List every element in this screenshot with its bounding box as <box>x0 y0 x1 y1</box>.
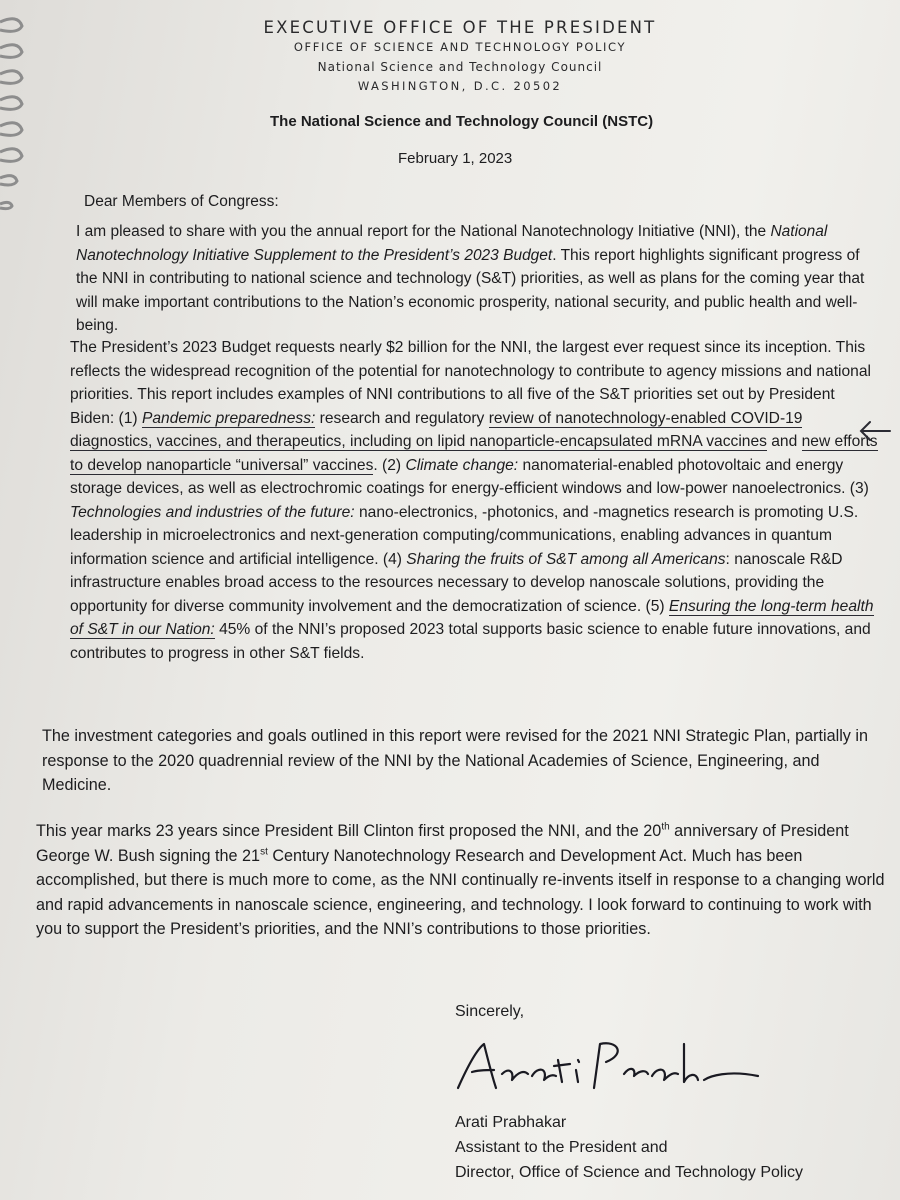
priority-3-title: Technologies and industries of the future: <box>70 503 355 521</box>
priority-1-title: Pandemic preparedness: <box>141 409 316 427</box>
priority-4-title: Sharing the fruits of S&T among all Americans <box>406 550 726 568</box>
signature-block <box>455 1110 803 1185</box>
paragraph-3: The investment categories and goals outlined in this report were revised for the 2021 NNI Strategic Plan, partially in response to the 2020 quadrennial review of the NNI by the National Academies of Science, Engineering, and Medicine. <box>42 727 868 794</box>
greeting: Dear Members of Congress: <box>84 193 279 210</box>
closing: Sincerely, <box>455 1003 525 1020</box>
signer-name: Arati Prabhakar <box>455 1114 567 1131</box>
spiral-binding <box>0 0 30 240</box>
letter-date: February 1, 2023 <box>398 150 513 167</box>
underlined-vaccine-text: new efforts to develop nanoparticle “universal” vaccines <box>70 433 878 474</box>
paragraph-2: The President’s 2023 Budget requests nearly $2 billion for the NNI, the largest ever request since its inception. This reflects the widespread recognition of the potential for nanotechnology to contribute to agency missions and national priorities. This report includes examples of NNI contributions to all five of the S&T priorities set out by President Biden: (1) Pandemic preparedness: research and regulatory review of nanotechnology-enabled COVID-19 diagnostics, vaccines, and therapeutics, including on lipid nanoparticle-encapsulated mRNA vaccines and new efforts to develop nanoparticle “universal” vaccines. (2) Climate change: nanomaterial-enabled photovoltaic and energy storage devices, as well as electrochromic coatings for energy-efficient windows and low-power nanoelectronics. (3) Technologies and industries of the future: nano-electronics, -photonics, and -magnetics research is promoting U.S. leadership in microelectronics and next-generation computing/communications, enabling advances in quantum information science and artificial intelligence. (4) Sharing the fruits of S&T among all Americans: nanoscale R&D infrastructure enables broad access to the resources necessary to develop nanoscale solutions, providing the opportunity for diverse community involvement and the democratization of science. (5) Ensuring the long-term health of S&T in our Nation: 45% of the NNI’s proposed 2023 total supports basic science to enable future innovations, and contributes to progress in other S&T fields. <box>70 339 878 662</box>
council-title: The National Science and Technology Council (NSTC) <box>270 113 654 130</box>
paragraph-1: I am pleased to share with you the annual report for the National Nanotechnology Initiative (NNI), the National Nanotechnology Initiative Supplement to the President’s 2023 Budget. This report highlights significant progress of the NNI in contributing to national science and technology (S&T) priorities, as well as plans for the coming year that will make important contributions to the Nation’s economic prosperity, national security, and public health and well-being. <box>76 223 865 334</box>
letterhead-line3: National Science and Technology Council <box>317 60 603 74</box>
letterhead-line2: OFFICE OF SCIENCE AND TECHNOLOGY POLICY <box>293 40 627 54</box>
handwritten-arrow-icon <box>858 418 892 444</box>
letterhead-line4: WASHINGTON, D.C. 20502 <box>357 79 563 93</box>
handwritten-signature <box>448 1030 768 1100</box>
underlined-covid-text: review of nanotechnology-enabled COVID-19 diagnostics, vaccines, and therapeutics, including on lipid nanoparticle-encapsulated mRNA vaccines <box>70 409 803 450</box>
report-title: National Nanotechnology Initiative Supplement to the President’s 2023 Budget <box>76 223 828 264</box>
priority-5-title: Ensuring the long-term health of S&T in our Nation: <box>70 597 874 638</box>
signer-title-1: Assistant to the President and <box>455 1139 668 1156</box>
signer-title-2: Director, Office of Science and Technology Policy <box>455 1164 804 1181</box>
priority-2-title: Climate change: <box>405 456 519 474</box>
letterhead-line1: EXECUTIVE OFFICE OF THE PRESIDENT <box>263 18 657 37</box>
letterhead <box>200 18 720 93</box>
paragraph-4: This year marks 23 years since President Bill Clinton first proposed the NNI, and the 20th anniversary of President George W. Bush signing the 21st Century Nanotechnology Research and Development Act. Much has been accomplished, but there is much more to come, as the NNI continually re-invents itself in response to a changing world and rapid advancements in nanoscale science, engineering, and technology. I look forward to continuing to work with you to support the President’s priorities, and the NNI’s contributions to those priorities. <box>36 821 885 938</box>
